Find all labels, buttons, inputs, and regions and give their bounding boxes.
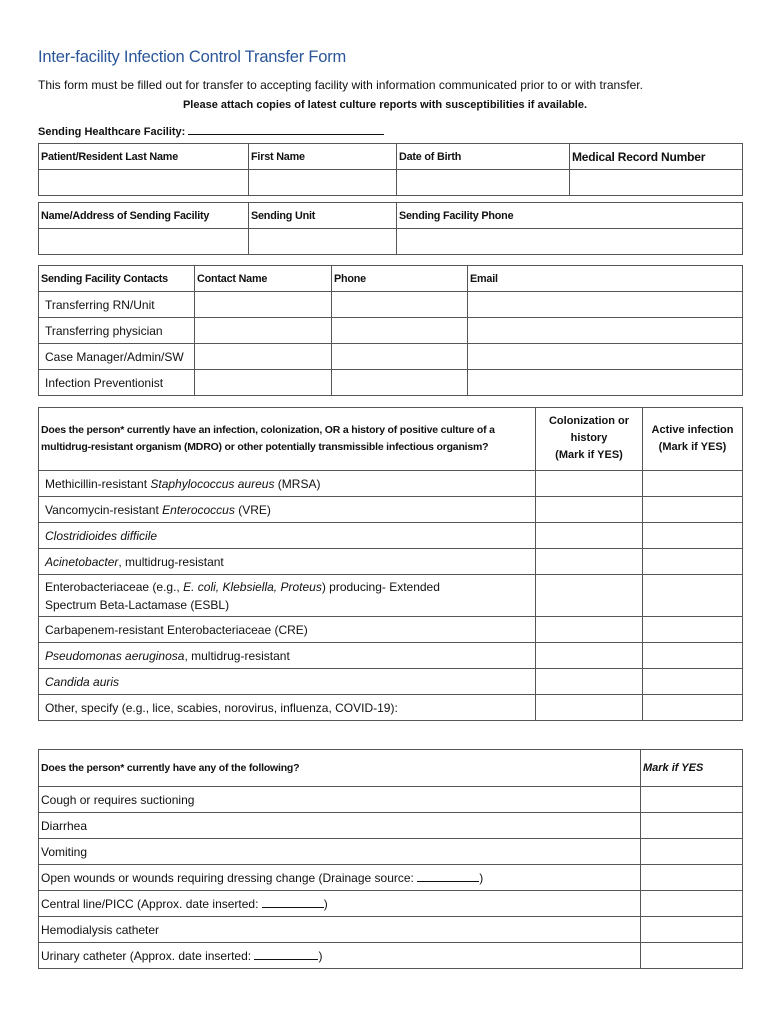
contact-phone-input[interactable] bbox=[332, 370, 468, 396]
contacts-table bbox=[38, 265, 743, 396]
vre-colonization-checkbox[interactable] bbox=[536, 497, 643, 523]
facility-phone-input[interactable] bbox=[397, 229, 743, 255]
other-colonization-checkbox[interactable] bbox=[536, 695, 643, 721]
cre-colonization-checkbox[interactable] bbox=[536, 617, 643, 643]
sending-unit-header: Sending Unit bbox=[249, 203, 397, 229]
contact-row-label: Infection Preventionist bbox=[39, 370, 195, 396]
esbl-label: Enterobacteriaceae (e.g., E. coli, Klebsiella, Proteus) producing- Extended Spectrum Beta-Lactamase (ESBL) bbox=[39, 575, 536, 617]
facility-table bbox=[38, 202, 743, 255]
contact-phone-input[interactable] bbox=[332, 292, 468, 318]
active-infection-header bbox=[643, 408, 743, 471]
patient-table bbox=[38, 143, 743, 196]
contact-email-input[interactable] bbox=[468, 344, 743, 370]
wounds-checkbox[interactable] bbox=[641, 865, 743, 891]
central-line-date-input[interactable] bbox=[262, 897, 324, 908]
urinary-catheter-checkbox[interactable] bbox=[641, 943, 743, 969]
diarrhea-checkbox[interactable] bbox=[641, 813, 743, 839]
diarrhea-label: Diarrhea bbox=[39, 813, 641, 839]
contact-phone-input[interactable] bbox=[332, 318, 468, 344]
acinetobacter-colonization-checkbox[interactable] bbox=[536, 549, 643, 575]
vre-label: Vancomycin-resistant Enterococcus (VRE) bbox=[39, 497, 536, 523]
intro-text: This form must be filled out for transfer to accepting facility with information communicated prior to or with transfer. bbox=[38, 78, 643, 92]
sending-facility-row bbox=[38, 123, 384, 138]
candida-auris-active-checkbox[interactable] bbox=[643, 669, 743, 695]
cre-active-checkbox[interactable] bbox=[643, 617, 743, 643]
contact-row-label: Case Manager/Admin/SW bbox=[39, 344, 195, 370]
contact-name-input[interactable] bbox=[195, 344, 332, 370]
first-name-input[interactable] bbox=[249, 170, 397, 196]
contact-name-header: Contact Name bbox=[195, 266, 332, 292]
mrsa-active-checkbox[interactable] bbox=[643, 471, 743, 497]
dob-input[interactable] bbox=[397, 170, 570, 196]
mdro-question: Does the person* currently have an infection, colonization, OR a history of positive culture of a multidrug-resistant organism (MDRO) or other potentially transmissible infectious organism? bbox=[39, 408, 536, 471]
mdro-table bbox=[38, 407, 743, 721]
contact-email-input[interactable] bbox=[468, 292, 743, 318]
vre-active-checkbox[interactable] bbox=[643, 497, 743, 523]
colonization-header-line2: history bbox=[570, 432, 608, 444]
contact-phone-header: Phone bbox=[332, 266, 468, 292]
cough-label: Cough or requires suctioning bbox=[39, 787, 641, 813]
active-infection-header-line2: (Mark if YES) bbox=[658, 441, 727, 453]
attach-note: Please attach copies of latest culture reports with susceptibilities if available. bbox=[182, 99, 588, 111]
contact-name-input[interactable] bbox=[195, 318, 332, 344]
mrsa-colonization-checkbox[interactable] bbox=[536, 471, 643, 497]
active-infection-header-line1: Active infection bbox=[651, 424, 734, 436]
first-name-header: First Name bbox=[249, 144, 397, 170]
colonization-header-line3: (Mark if YES) bbox=[555, 449, 623, 461]
vomiting-label: Vomiting bbox=[39, 839, 641, 865]
symptoms-question: Does the person* currently have any of the following? bbox=[39, 750, 641, 787]
cre-label: Carbapenem-resistant Enterobacteriaceae (CRE) bbox=[39, 617, 536, 643]
pseudomonas-active-checkbox[interactable] bbox=[643, 643, 743, 669]
facility-name-header: Name/Address of Sending Facility bbox=[39, 203, 249, 229]
cough-checkbox[interactable] bbox=[641, 787, 743, 813]
sending-facility-label: Sending Healthcare Facility: bbox=[38, 126, 186, 138]
sending-unit-input[interactable] bbox=[249, 229, 397, 255]
candida-auris-colonization-checkbox[interactable] bbox=[536, 669, 643, 695]
contact-phone-input[interactable] bbox=[332, 344, 468, 370]
esbl-colonization-checkbox[interactable] bbox=[536, 575, 643, 617]
cdiff-colonization-checkbox[interactable] bbox=[536, 523, 643, 549]
mrn-input[interactable] bbox=[570, 170, 743, 196]
patient-last-name-input[interactable] bbox=[39, 170, 249, 196]
central-line-label: Central line/PICC (Approx. date inserted: ) bbox=[39, 891, 641, 917]
contacts-header: Sending Facility Contacts bbox=[39, 266, 195, 292]
acinetobacter-active-checkbox[interactable] bbox=[643, 549, 743, 575]
candida-auris-label: Candida auris bbox=[39, 669, 536, 695]
contact-email-header: Email bbox=[468, 266, 743, 292]
contact-email-input[interactable] bbox=[468, 318, 743, 344]
colonization-header-line1: Colonization or bbox=[548, 415, 630, 427]
vomiting-checkbox[interactable] bbox=[641, 839, 743, 865]
contact-name-input[interactable] bbox=[195, 292, 332, 318]
urinary-catheter-date-input[interactable] bbox=[254, 949, 318, 960]
esbl-active-checkbox[interactable] bbox=[643, 575, 743, 617]
mrsa-label: Methicillin-resistant Staphylococcus aureus (MRSA) bbox=[39, 471, 536, 497]
pseudomonas-label: Pseudomonas aeruginosa, multidrug-resistant bbox=[39, 643, 536, 669]
contact-row-label: Transferring physician bbox=[39, 318, 195, 344]
cdiff-active-checkbox[interactable] bbox=[643, 523, 743, 549]
mrn-header: Medical Record Number bbox=[570, 144, 743, 170]
dob-header: Date of Birth bbox=[397, 144, 570, 170]
other-label: Other, specify (e.g., lice, scabies, norovirus, influenza, COVID-19): bbox=[39, 695, 536, 721]
urinary-catheter-label: Urinary catheter (Approx. date inserted: ) bbox=[39, 943, 641, 969]
wounds-label: Open wounds or wounds requiring dressing change (Drainage source: ) bbox=[39, 865, 641, 891]
hemodialysis-label: Hemodialysis catheter bbox=[39, 917, 641, 943]
facility-name-input[interactable] bbox=[39, 229, 249, 255]
contact-row-label: Transferring RN/Unit bbox=[39, 292, 195, 318]
symptoms-table bbox=[38, 749, 743, 969]
drainage-source-input[interactable] bbox=[417, 871, 479, 882]
central-line-checkbox[interactable] bbox=[641, 891, 743, 917]
sending-facility-input[interactable] bbox=[188, 123, 384, 135]
form-title: Inter-facility Infection Control Transfer Form bbox=[38, 48, 347, 66]
contact-email-input[interactable] bbox=[468, 370, 743, 396]
other-active-checkbox[interactable] bbox=[643, 695, 743, 721]
hemodialysis-checkbox[interactable] bbox=[641, 917, 743, 943]
contact-name-input[interactable] bbox=[195, 370, 332, 396]
patient-last-name-header: Patient/Resident Last Name bbox=[39, 144, 249, 170]
cdiff-label: Clostridioides difficile bbox=[39, 523, 536, 549]
colonization-header bbox=[536, 408, 643, 471]
mark-yes-header: Mark if YES bbox=[641, 750, 743, 787]
acinetobacter-label: Acinetobacter, multidrug-resistant bbox=[39, 549, 536, 575]
pseudomonas-colonization-checkbox[interactable] bbox=[536, 643, 643, 669]
facility-phone-header: Sending Facility Phone bbox=[397, 203, 743, 229]
